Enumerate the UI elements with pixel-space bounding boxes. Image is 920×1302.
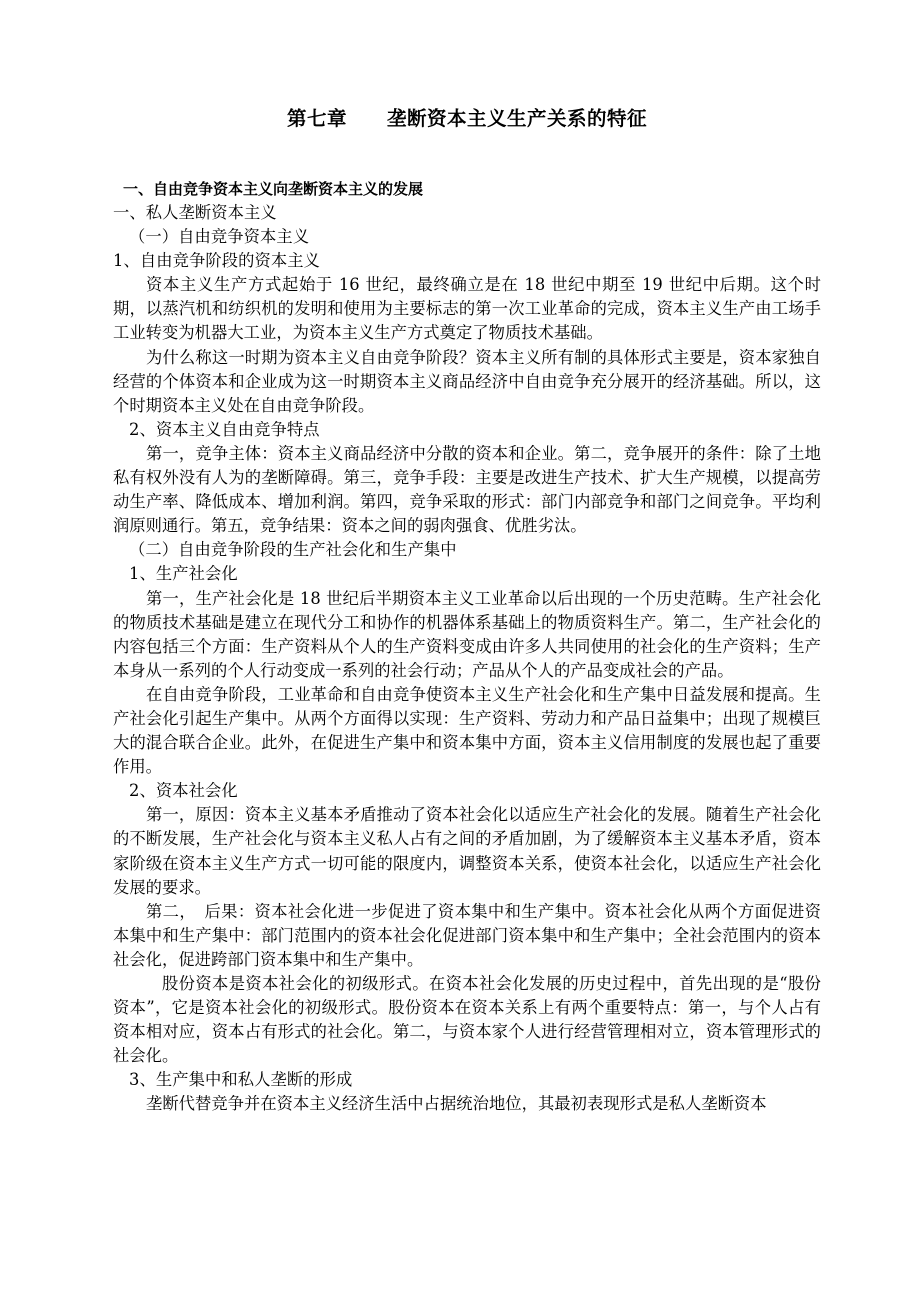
subheading-2-capital-free-competition: 2、资本主义自由竞争特点 (129, 419, 320, 439)
page-title: 第七章 垄断资本主义生产关系的特征 (286, 107, 647, 130)
paragraph: 第一，生产社会化是 18 世纪后半期资本主义工业革命以后出现的一个历史范畴。生产社会化的物质技术基础是建立在现代分工和协作的机器体系基础上的物质资料生产。第二，生产社会化的内容包括三个方面：生产资料从个人的生产资料变成由许多人共同使用的社会化的生产资料；生产本身从一系列的个人行动变成一系列的社会行动；产品从个人的产品变成社会的产品。 (113, 588, 821, 680)
subheading-3-capital-socialization: 2、资本社会化 (129, 781, 238, 801)
paragraph: 第一，原因：资本主义基本矛盾推动了资本社会化以适应生产社会化的发展。随着生产社会化的不断发展，生产社会化与资本主义私人占有之间的矛盾加剧，为了缓解资本主义基本矛盾，资本家阶级在资本主义生产方式一切可能的限度内，调整资本关系，使资本社会化，以适应生产社会化发展的要求。 (113, 805, 821, 897)
paragraph: 为什么称这一时期为资本主义自由竞争阶段？资本主义所有制的具体形式主要是，资本家独自经营的个体资本和企业成为这一时期资本主义商品经济中自由竞争充分展开的经济基础。所以，这个时期资本主义处在自由竞争阶段。 (113, 347, 821, 415)
outline-item-4: （二）自由竞争阶段的生产社会化和生产集中 (129, 540, 457, 560)
paragraph: 在自由竞争阶段，工业革命和自由竞争使资本主义生产社会化和生产集中日益发展和提高。生产社会化引起生产集中。从两个方面得以实现：生产资料、劳动力和产品日益集中；出现了规模巨大的混合联合企业。此外，在促进生产集中和资本集中方面，资本主义信用制度的发展也起了重要作用。 (113, 684, 821, 777)
subheading-4-production-concentration: 3、生产集中和私人垄断的形成 (129, 1070, 353, 1090)
paragraph: 垄断代替竞争并在资本主义经济生活中占据统治地位，其最初表现形式是私人垄断资本 (146, 1094, 767, 1114)
outline-item-1: 一、私人垄断资本主义 (113, 203, 277, 222)
outline-item-5: 1、生产社会化 (129, 564, 238, 584)
paragraph: 股份资本是资本社会化的初级形式。在资本社会化发展的历史过程中，首先出现的是“股份资本”，它是资本社会化的初级形式。股份资本在资本关系上有两个重要特点：第一，与个人占有资本相对应，资本占有形式的社会化。第二，与资本家个人进行经营管理相对立，资本管理形式的社会化。 (113, 974, 821, 1066)
paragraph: 第一，竞争主体：资本主义商品经济中分散的资本和企业。第二，竞争展开的条件：除了土地私有权外没有人为的垄断障碍。第三，竞争手段：主要是改进生产技术、扩大生产规模，以提高劳动生产率、降低成本、增加利润。第四，竞争采取的形式：部门内部竞争和部门之间竞争。平均利润原则通行。第五，竞争结果：资本之间的弱肉强食、优胜劣汰。 (113, 443, 821, 536)
paragraph: 第二， 后果：资本社会化进一步促进了资本集中和生产集中。资本社会化从两个方面促进资本集中和生产集中：部门范围内的资本社会化促进部门资本集中和生产集中；全社会范围内的资本社会化，促进跨部门资本集中和生产集中。 (113, 901, 821, 969)
outline-item-2: （一）自由竞争资本主义 (129, 227, 310, 247)
section-heading: 一、自由竞争资本主义向垄断资本主义的发展 (123, 180, 424, 198)
document-body (113, 0, 821, 1117)
outline-item-3: 1、自由竞争阶段的资本主义 (113, 251, 321, 271)
paragraph: 资本主义生产方式起始于 16 世纪，最终确立是在 18 世纪中期至 19 世纪中后期。这个时期，以蒸汽机和纺织机的发明和使用为主要标志的第一次工业革命的完成，资本主义生产由工场手工业转变为机器大工业，为资本主义生产方式奠定了物质技术基础。 (113, 275, 821, 343)
